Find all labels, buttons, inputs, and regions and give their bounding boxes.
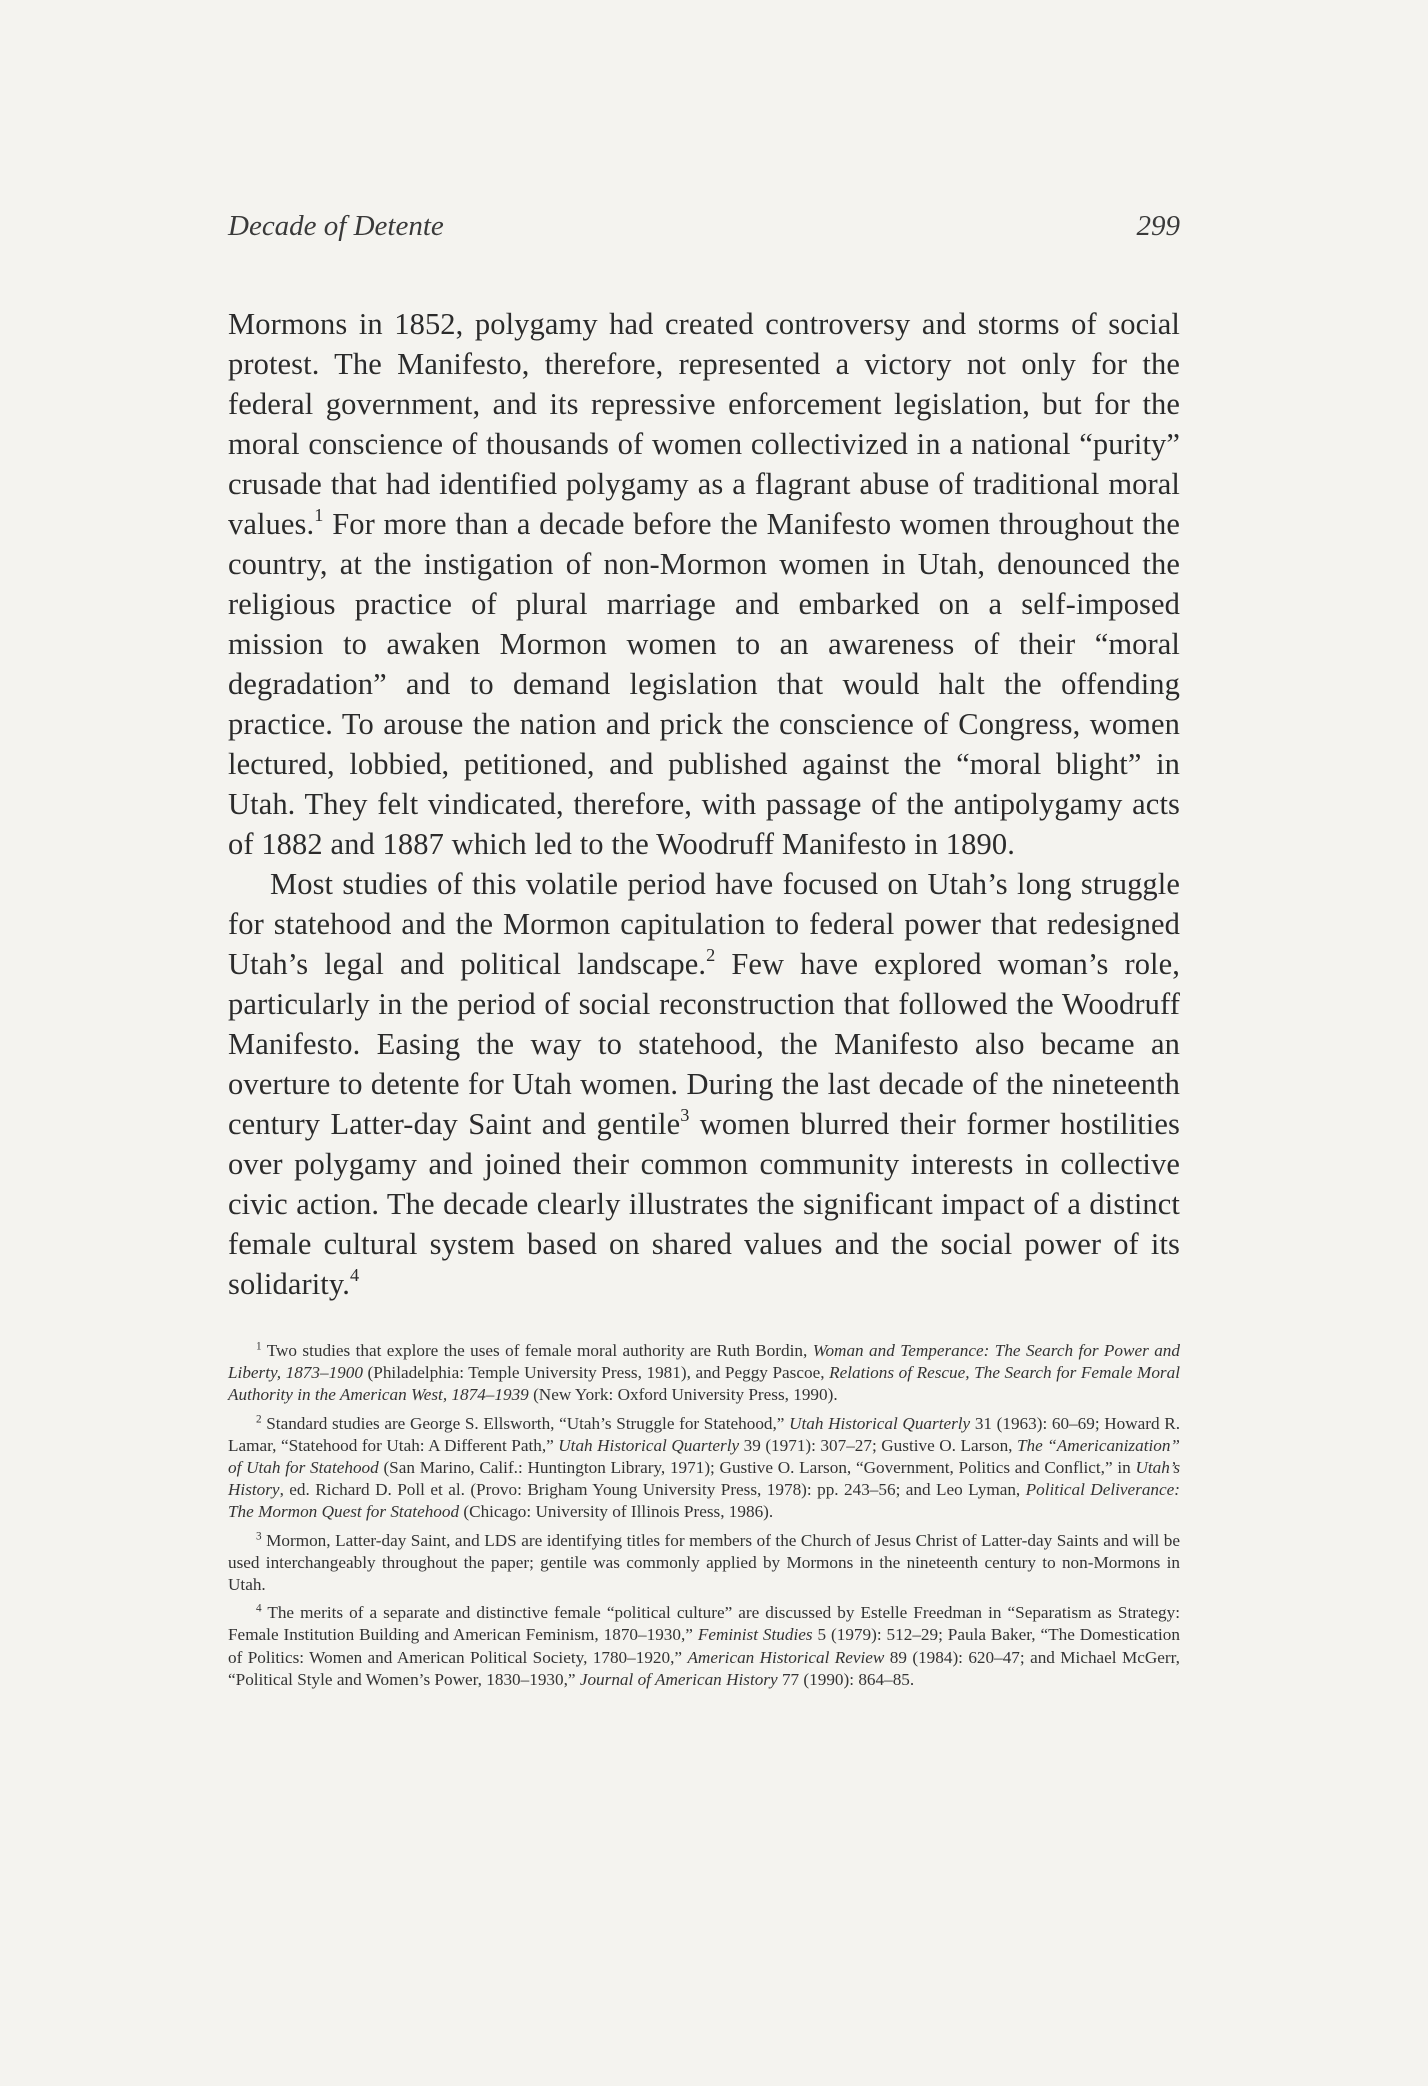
footnote-1-title: Relations of Rescue, The Search for Female Moral Authority in the American West, 1874–1939 xyxy=(228,1363,1180,1405)
book-page xyxy=(228,210,1180,1697)
footnote-3-number: 3 xyxy=(256,1529,262,1542)
footnote-ref-1: 1 xyxy=(314,505,324,526)
footnote-4 xyxy=(228,1602,1180,1691)
footnote-2-title: Utah Historical Quarterly xyxy=(558,1435,740,1455)
paragraph-1-text-b: For more than a decade before the Manifesto women throughout the country, at the instigation of non-Mormon women in Utah, denounced the religious practice of plural marriage and embarked on a self-imposed mission to awaken Mormon women to an awareness of their “moral degradation” and to demand legislation that would halt the offending practice. To arouse the nation and prick the conscience of Congress, women lectured, lobbied, petitioned, and published against the “moral blight” in Utah. They felt vindicated, therefore, with passage of the antipolygamy acts of 1882 and 1887 which led to the Woodruff Manifesto in 1890. xyxy=(228,507,1180,861)
footnote-2-text: 31 (1963): 60–69; Howard R. Lamar, “Statehood for Utah: A Different Path,” xyxy=(228,1413,1181,1455)
footnote-2-title: Political Deliverance: The Mormon Quest for Statehood xyxy=(228,1480,1180,1522)
page-number: 299 xyxy=(1136,210,1180,242)
footnote-2-number: 2 xyxy=(256,1412,262,1425)
footnotes xyxy=(228,1340,1180,1691)
footnote-2-text: (San Marino, Calif.: Huntington Library, 1971); Gustive O. Larson, “Government, Politics and Conflict,” in xyxy=(378,1458,1136,1478)
paragraph-2-text-b: Few have explored woman’s role, particularly in the period of social reconstruction that followed the Woodruff Manifesto. Easing the way to statehood, the Manifesto also became an overture to detente for Utah women. During the last decade of the nineteenth century Latter-day Saint and gentile xyxy=(228,947,1180,1141)
footnote-1-number: 1 xyxy=(256,1340,262,1353)
footnote-3 xyxy=(228,1530,1180,1597)
running-head xyxy=(228,210,1180,260)
footnote-4-text: 77 (1990): 864–85. xyxy=(777,1669,915,1689)
footnote-4-title: Journal of American History xyxy=(579,1669,778,1689)
footnote-ref-3: 3 xyxy=(680,1105,690,1126)
footnote-2-text: Standard studies are George S. Ellsworth, “Utah’s Struggle for Statehood,” xyxy=(266,1413,790,1433)
body-text xyxy=(228,304,1180,1304)
footnote-ref-4: 4 xyxy=(349,1265,360,1286)
footnote-2-title: The “Americanization” of Utah for Statehood xyxy=(228,1435,1180,1478)
footnote-4-title: American Historical Review xyxy=(687,1647,885,1667)
footnote-2 xyxy=(228,1413,1180,1524)
paragraph-1-text-a: Mormons in 1852, polygamy had created controversy and storms of social protest. The Manifesto, therefore, represented a victory not only for the federal government, and its repressive enforcement legislation, but for the moral conscience of thousands of women collectivized in a national “purity” crusade that had identified polygamy as a flagrant abuse of traditional moral values. xyxy=(228,307,1180,541)
footnote-2-title: Utah’s History xyxy=(228,1458,1181,1500)
footnote-1-title: Woman and Temperance: The Search for Power and Liberty, 1873–1900 xyxy=(228,1341,1180,1383)
footnote-3-text: Mormon, Latter-day Saint, and LDS are identifying titles for members of the Church of Jesus Christ of Latter-day Saints and will be used interchangeably throughout the paper; gentile was commonly applied by Mormons in the nineteenth century to non-Mormons in Utah. xyxy=(228,1530,1181,1595)
footnote-4-title: Feminist Studies xyxy=(697,1625,813,1645)
footnote-4-text: 89 (1984): 620–47; and Michael McGerr, “Political Style and Women’s Power, 1830–1930,” xyxy=(228,1647,1180,1689)
paragraph-1 xyxy=(228,304,1180,864)
footnote-2-text: (Chicago: University of Illinois Press, 1986). xyxy=(459,1502,774,1522)
footnote-2-text: 39 (1971): 307–27; Gustive O. Larson, xyxy=(739,1435,1017,1455)
footnote-ref-2: 2 xyxy=(706,945,716,966)
paragraph-2-text-a: Most studies of this volatile period have focused on Utah’s long struggle for statehood and the Mormon capitulation to federal power that redesigned Utah’s legal and political landscape. xyxy=(228,867,1180,981)
footnote-2-title: Utah Historical Quarterly xyxy=(789,1413,971,1433)
footnote-2-text: , ed. Richard D. Poll et al. (Provo: Brigham Young University Press, 1978): pp. 243–56; and Leo Lyman, xyxy=(279,1480,1026,1500)
paragraph-2 xyxy=(228,864,1180,1304)
footnote-1-text: Two studies that explore the uses of female moral authority are Ruth Bordin, xyxy=(266,1341,813,1360)
running-title: Decade of Detente xyxy=(228,210,444,242)
footnote-1 xyxy=(228,1340,1180,1407)
footnote-4-text: 5 (1979): 512–29; Paula Baker, “The Domestication of Politics: Women and American Political Society, 1780–1920,” xyxy=(228,1625,1180,1667)
footnote-1-text: (New York: Oxford University Press, 1990). xyxy=(528,1385,838,1405)
footnote-4-number: 4 xyxy=(256,1602,262,1615)
paragraph-2-text-c: women blurred their former hostilities over polygamy and joined their common community interests in collective civic action. The decade clearly illustrates the significant impact of a distinct female cultural system based on shared values and the social power of its solidarity. xyxy=(228,1107,1180,1301)
footnote-4-text: The merits of a separate and distinctive female “political culture” are discussed by Estelle Freedman in “Separatism as Strategy: Female Institution Building and American Feminism, 1870–1930,” xyxy=(228,1603,1180,1645)
footnote-1-text: (Philadelphia: Temple University Press, 1981), and Peggy Pascoe, xyxy=(362,1363,830,1383)
